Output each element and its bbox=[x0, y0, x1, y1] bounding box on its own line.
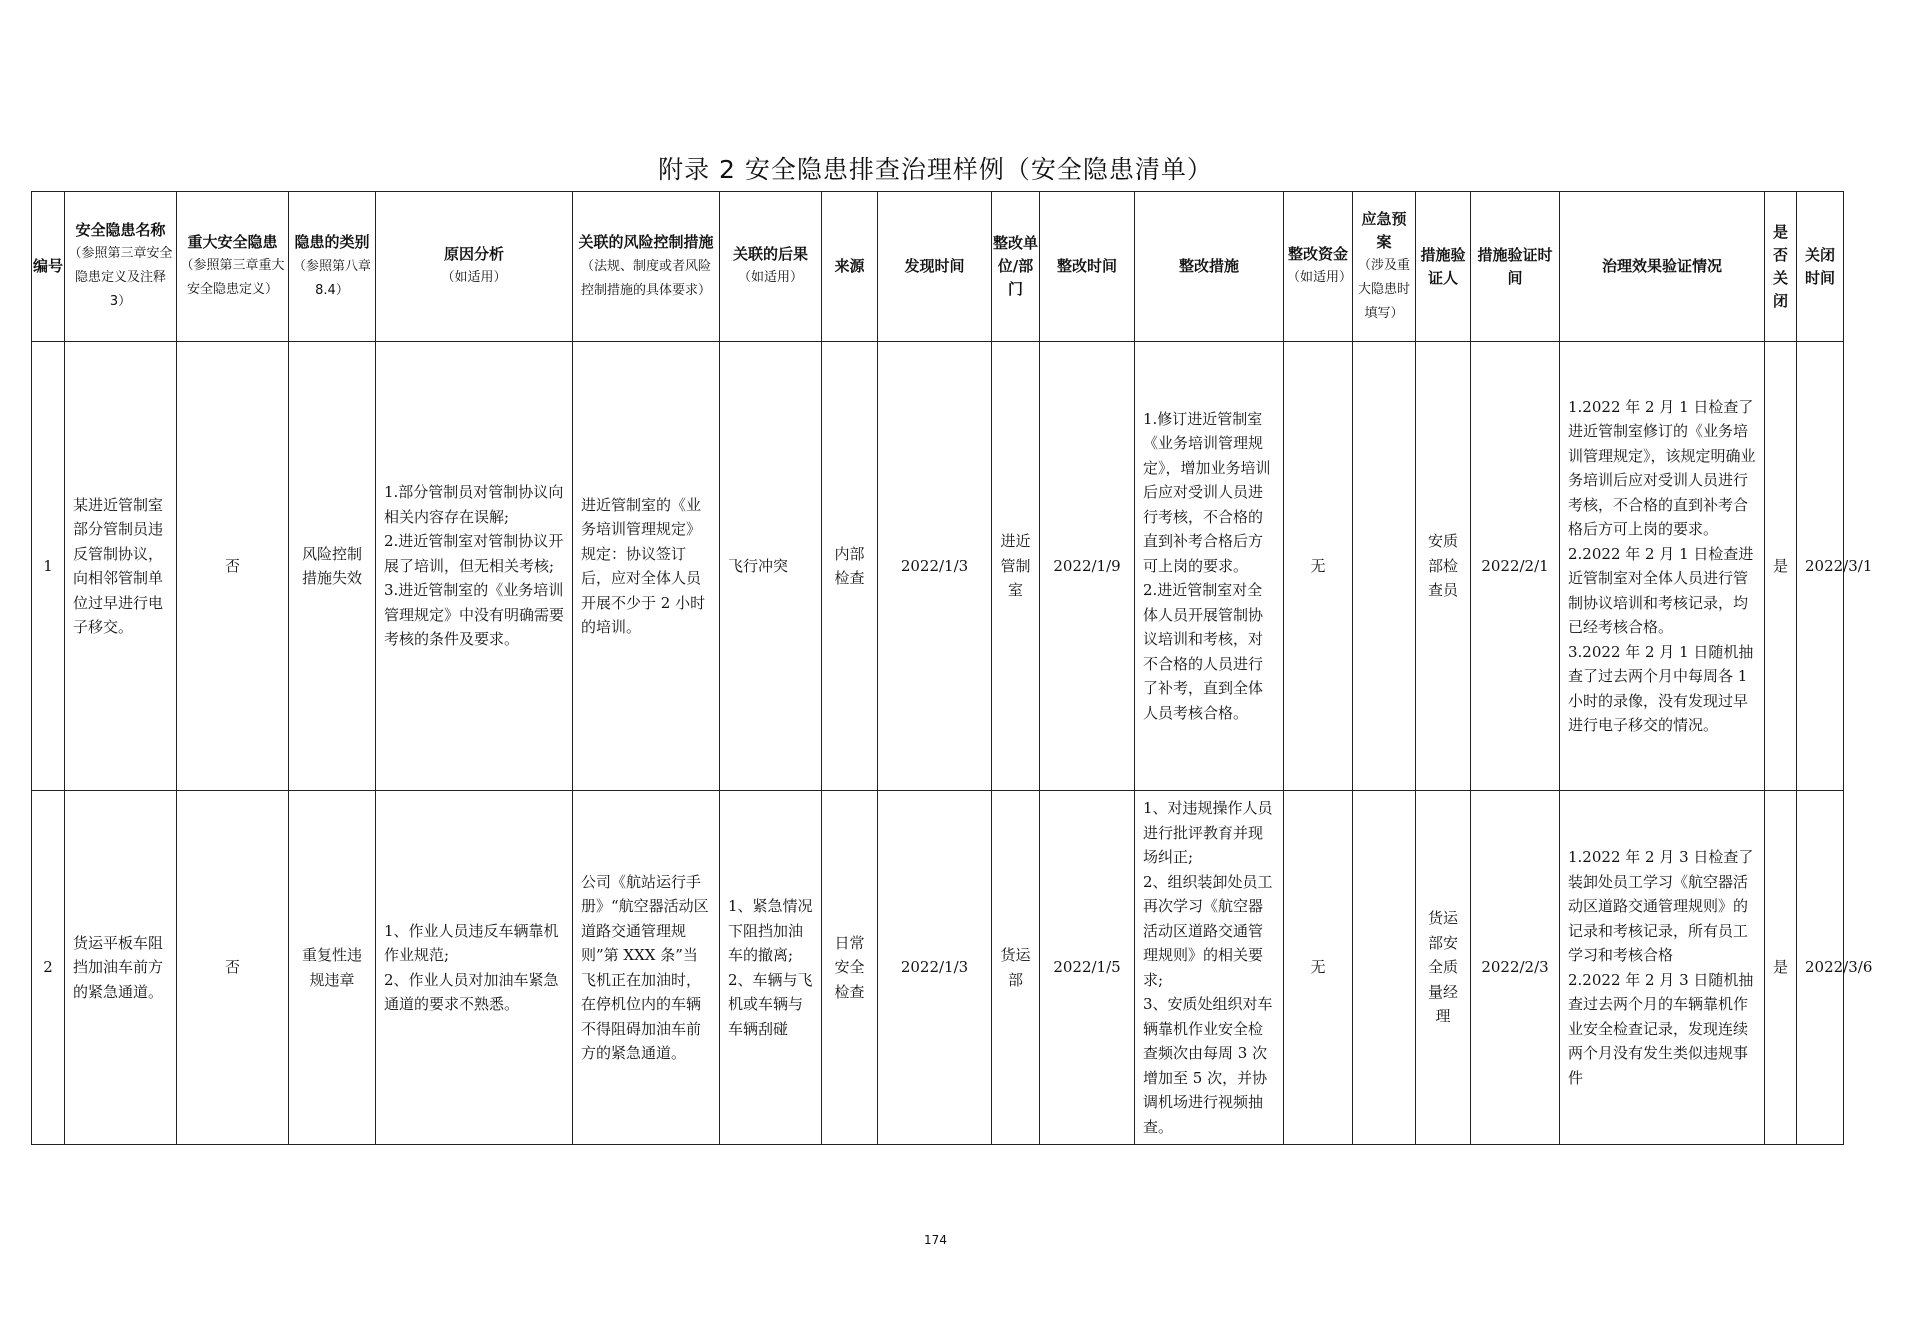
cell-cause: 1.部分管制员对管制协议向相关内容存在误解; 2.进近管制室对管制协议开展了培训，但无相关考核; 3.进近管制室的《业务培训管理规定》中没有明确需要考核的条件及要求。 bbox=[376, 342, 573, 791]
cell-plan bbox=[1353, 342, 1416, 791]
cell-name: 某进近管制室部分管制员违反管制协议，向相邻管制单位过早进行电子移交。 bbox=[65, 342, 177, 791]
header-no: 编号 bbox=[32, 192, 65, 342]
cell-rect-time: 2022/1/5 bbox=[1040, 791, 1135, 1145]
cell-dept: 货运部 bbox=[992, 791, 1040, 1145]
header-closed: 是否关闭 bbox=[1765, 192, 1797, 342]
header-control: 关联的风险控制措施（法规、制度或者风险控制措施的具体要求） bbox=[573, 192, 720, 342]
cell-verify-time: 2022/2/3 bbox=[1471, 791, 1560, 1145]
cell-source: 日常安全检查 bbox=[822, 791, 878, 1145]
cell-control: 公司《航站运行手册》“航空器活动区道路交通管理规则”第 XXX 条”当飞机正在加油时，在停机位内的车辆不得阻碍加油车前方的紧急通道。 bbox=[573, 791, 720, 1145]
cell-name: 货运平板车阻挡加油车前方的紧急通道。 bbox=[65, 791, 177, 1145]
header-cause: 原因分析 （如适用） bbox=[376, 192, 573, 342]
table-row bbox=[32, 791, 1932, 1145]
cell-found-time: 2022/1/3 bbox=[878, 342, 992, 791]
header-type: 隐患的类别（参照第八章 8.4） bbox=[289, 192, 376, 342]
page-number: 174 bbox=[924, 1233, 947, 1247]
cell-consequence: 飞行冲突 bbox=[720, 342, 822, 791]
cell-found-time: 2022/1/3 bbox=[878, 791, 992, 1145]
cell-type: 风险控制措施失效 bbox=[289, 342, 376, 791]
header-source: 来源 bbox=[822, 192, 878, 342]
cell-no: 2 bbox=[32, 791, 65, 1145]
cell-closed: 是 bbox=[1765, 342, 1797, 791]
table-row bbox=[32, 342, 1932, 791]
page-title: 附录 2 安全隐患排查治理样例（安全隐患清单） bbox=[658, 155, 1213, 184]
cell-effect: 1.2022 年 2 月 3 日检查了装卸处员工学习《航空器活动区道路交通管理规则》的记录和考核记录，所有员工学习和考核合格 2.2022 年 2 月 3 日随机抽查过去两个月的车辆靠机作业安全检查记录，发现连续两个月没有发生类似违规事件 bbox=[1560, 791, 1765, 1145]
cell-close-time: 2022/3/1 bbox=[1797, 342, 1844, 791]
cell-funds: 无 bbox=[1284, 342, 1353, 791]
cell-verifier: 货运部安全质量经理 bbox=[1416, 791, 1471, 1145]
header-verifier: 措施验证人 bbox=[1416, 192, 1471, 342]
cell-measures: 1、对违规操作人员进行批评教育并现场纠正; 2、组织装卸处员工再次学习《航空器活动区道路交通管理规则》的相关要求; 3、安质处组织对车辆靠机作业安全检查频次由每周 3 次增加至 5 次，并协调机场进行视频抽查。 bbox=[1135, 791, 1284, 1145]
header-plan: 应急预案 （涉及重大隐患时填写） bbox=[1353, 192, 1416, 342]
cell-effect: 1.2022 年 2 月 1 日检查了进近管制室修订的《业务培训管理规定》，该规定明确业务培训后应对受训人员进行考核，不合格的直到补考合格后方可上岗的要求。 2.2022 年 2 月 1 日检查进近管制室对全体人员进行管制协议培训和考核记录，均已经考核合格。 3.2022 年 2 月 1 日随机抽查了过去两个月中每周各 1 小时的录像，没有发现过早进行电子移交的情况。 bbox=[1560, 342, 1765, 791]
header-close-time: 关闭时间 bbox=[1797, 192, 1844, 342]
cell-control: 进近管制室的《业务培训管理规定》规定：协议签订后，应对全体人员开展不少于 2 小时的培训。 bbox=[573, 342, 720, 791]
header-name: 安全隐患名称 （参照第三章安全隐患定义及注释 3） bbox=[65, 192, 177, 342]
header-found-time: 发现时间 bbox=[878, 192, 992, 342]
cell-rect-time: 2022/1/9 bbox=[1040, 342, 1135, 791]
cell-verify-time: 2022/2/1 bbox=[1471, 342, 1560, 791]
header-major: 重大安全隐患 （参照第三章重大安全隐患定义） bbox=[177, 192, 289, 342]
cell-no: 1 bbox=[32, 342, 65, 791]
cell-close-time: 2022/3/6 bbox=[1797, 791, 1844, 1145]
cell-plan bbox=[1353, 791, 1416, 1145]
header-dept: 整改单位/部门 bbox=[992, 192, 1040, 342]
cell-funds: 无 bbox=[1284, 791, 1353, 1145]
cell-type: 重复性违规违章 bbox=[289, 791, 376, 1145]
cell-cause: 1、作业人员违反车辆靠机作业规范; 2、作业人员对加油车紧急通道的要求不熟悉。 bbox=[376, 791, 573, 1145]
cell-major: 否 bbox=[177, 342, 289, 791]
cell-measures: 1.修订进近管制室《业务培训管理规定》，增加业务培训后应对受训人员进行考核，不合格的直到补考合格后方可上岗的要求。 2.进近管制室对全体人员开展管制协议培训和考核，对不合格的人员进行了补考，直到全体人员考核合格。 bbox=[1135, 342, 1284, 791]
cell-dept: 进近管制室 bbox=[992, 342, 1040, 791]
header-effect: 治理效果验证情况 bbox=[1560, 192, 1765, 342]
cell-source: 内部检查 bbox=[822, 342, 878, 791]
header-consequence: 关联的后果 （如适用） bbox=[720, 192, 822, 342]
cell-closed: 是 bbox=[1765, 791, 1797, 1145]
header-measures: 整改措施 bbox=[1135, 192, 1284, 342]
cell-verifier: 安质部检查员 bbox=[1416, 342, 1471, 791]
cell-major: 否 bbox=[177, 791, 289, 1145]
header-rect-time: 整改时间 bbox=[1040, 192, 1135, 342]
header-verify-time: 措施验证时间 bbox=[1471, 192, 1560, 342]
cell-consequence: 1、紧急情况下阻挡加油车的撤离; 2、车辆与飞机或车辆与车辆刮碰 bbox=[720, 791, 822, 1145]
hazard-list-table bbox=[31, 191, 1932, 1145]
header-funds: 整改资金 （如适用） bbox=[1284, 192, 1353, 342]
header-row bbox=[32, 192, 1932, 342]
